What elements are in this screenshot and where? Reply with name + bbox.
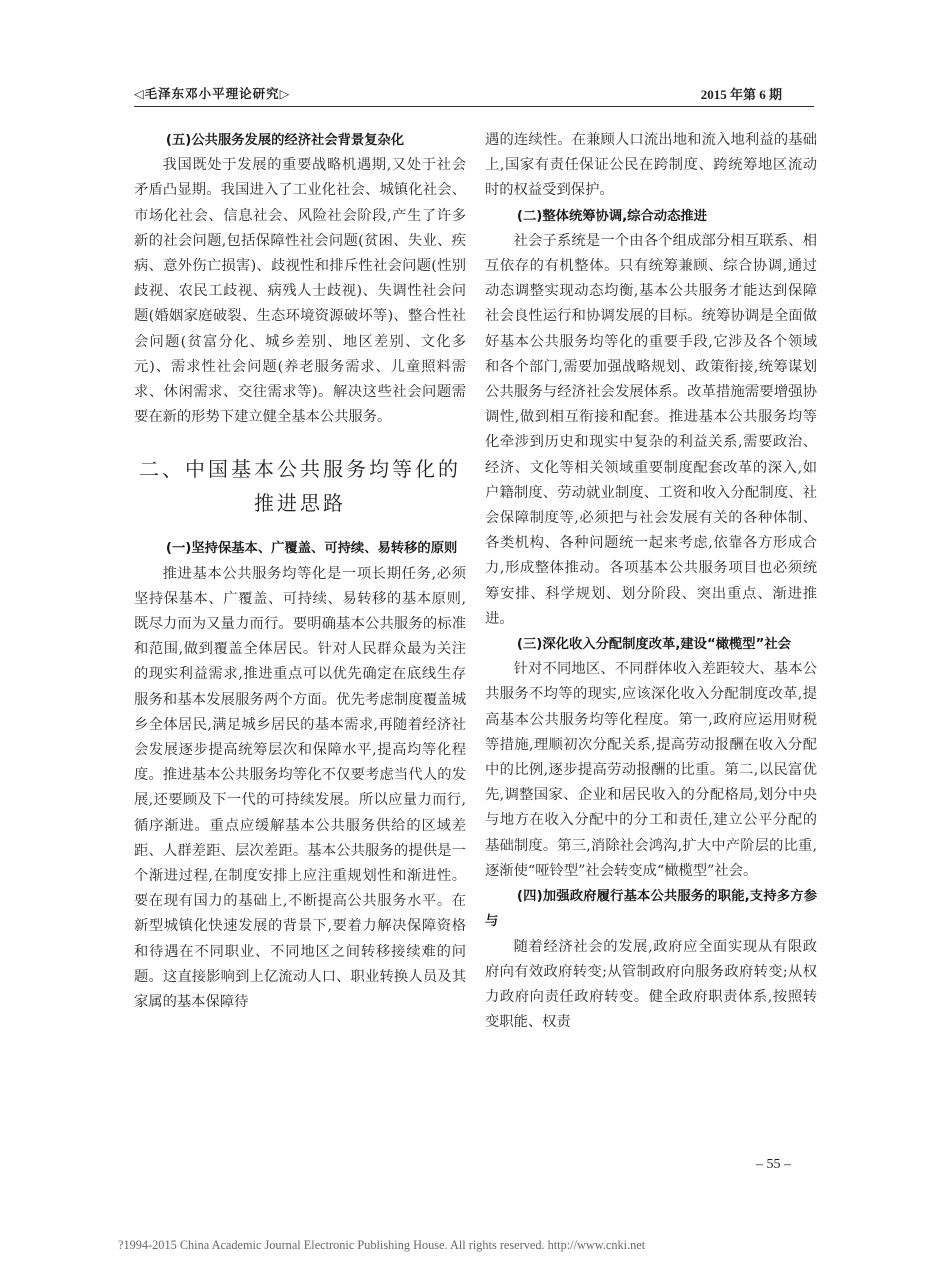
journal-header: ◁毛泽东邓小平理论研究▷ — [134, 86, 291, 101]
subheading-3: (三)深化收入分配制度改革,建设“橄榄型”社会 — [516, 637, 791, 653]
subheading-2: (二)整体统筹协调,综合动态推进 — [516, 208, 707, 224]
section-title — [134, 452, 466, 520]
right-column — [485, 128, 817, 1144]
paragraph-5: 我国既处于发展的重要战略机遇期,又处于社会矛盾凸显期。我国进入了工业化社会、城镇化社会、市场化社会、信息社会、风险社会阶段,产生了许多新的社会问题,包括保障性社会问题(贫困、失业、疾病、意外伤亡损害)、歧视性和排斥性社会问题(性别歧视、农民工歧视、病残人士歧视)、失调性社会问题(婚姻家庭破裂、生态环境资源破坏等)、整合性社会问题(贫富分化、城乡差别、地区差别、文化多元)、需求性社会问题(养老服务需求、儿童照料需求、休闲需求、交往需求等)。解决这些社会问题需要在新的形势下建立健全基本公共服务。 — [134, 157, 466, 426]
section-title-line1: 二、中国基本公共服务均等化的 — [139, 457, 461, 482]
paragraph-4: 随着经济社会的发展,政府应全面实现从有限政府向有效政府转变;从管制政府向服务政府转变;从权力政府向责任政府转变。健全政府职责体系,按照转变职能、权责 — [485, 938, 817, 1031]
paragraph-3: 针对不同地区、不同群体收入差距较大、基本公共服务不均等的现实,应该深化收入分配制度改革,提高基本公共服务均等化程度。第一,政府应运用财税等措施,理顺初次分配关系,提高劳动报酬在收入分配中的比例,逐步提高劳动报酬的比重。第二,以民富优先,调整国家、企业和居民收入的分配格局,划分中央与地方在收入分配中的分工和责任,建立公平分配的基础制度。第三,消除社会鸿沟,扩大中产阶层的比重,逐渐使“哑铃型”社会转变成“橄榄型”社会。 — [485, 661, 817, 879]
issue-label: 2015 年第 6 期 — [700, 87, 782, 102]
left-column — [134, 128, 466, 1144]
page-number: – 55 – — [756, 1157, 791, 1172]
paragraph-1-continued: 遇的连续性。在兼顾人口流出地和流入地利益的基础上,国家有责任保证公民在跨制度、跨统筹地区流动时的权益受到保护。 — [485, 132, 817, 199]
subheading-1: (一)坚持保基本、广覆盖、可持续、易转移的原则 — [165, 541, 458, 557]
paragraph-1: 推进基本公共服务均等化是一项长期任务,必须坚持保基本、广覆盖、可持续、易转移的基本原则,既尽力而为又量力而行。要明确基本公共服务的标准和范围,做到覆盖全体居民。针对人民群众最为关注的现实利益需求,推进重点可以优先确定在底线生存服务和基本发展服务两个方面。优先考虑制度覆盖城乡全体居民,满足城乡居民的基本需求,再随着经济社会发展逐步提高统筹层次和保障水平,提高均等化程度。推进基本公共服务均等化不仅要考虑当代人的发展,还要顾及下一代的可持续发展。所以应量力而行,循序渐进。重点应缓解基本公共服务供给的区域差距、人群差距、层次差距。基本公共服务的提供是一个渐进过程,在制度安排上应注重规划性和渐进性。要在现有国力的基础上,不断提高公共服务水平。在新型城镇化快速发展的背景下,要着力解决保障资格和待遇在不同职业、不同地区之间转移接续难的问题。这直接影响到上亿流动人口、职业转换人员及其家属的基本保障待 — [134, 565, 466, 1011]
copyright-footer: ?1994-2015 China Academic Journal Electronic Publishing House. All rights reserved. http://www.cnki.net — [118, 1238, 646, 1252]
header-rule — [134, 106, 814, 107]
paragraph-2: 社会子系统是一个由各个组成部分相互联系、相互依存的有机整体。只有统筹兼顾、综合协调,通过动态调整实现动态均衡,基本公共服务才能达到保障社会良性运行和协调发展的目标。统筹协调是全面做好基本公共服务均等化的重要手段,它涉及各个领域和各个部门,需要加强战略规划、政策衔接,统筹谋划公共服务与经济社会发展体系。改革措施需要增强协调性,做到相互衔接和配套。推进基本公共服务均等化牵涉到历史和现实中复杂的利益关系,需要政治、经济、文化等相关领域重要制度配套改革的深入,如户籍制度、劳动就业制度、工资和收入分配制度、社会保障制度等,必须把与社会发展有关的各种体制、各类机构、各种问题统一起来考虑,依靠各方形成合力,形成整体推动。各项基本公共服务项目也必须统筹安排、科学规划、划分阶段、突出重点、渐进推进。 — [485, 232, 817, 627]
subheading-4: (四)加强政府履行基本公共服务的职能,支持多方参与 — [485, 889, 817, 930]
section-title-line2: 推进思路 — [254, 491, 346, 516]
subheading-5: (五)公共服务发展的经济社会背景复杂化 — [165, 133, 405, 148]
